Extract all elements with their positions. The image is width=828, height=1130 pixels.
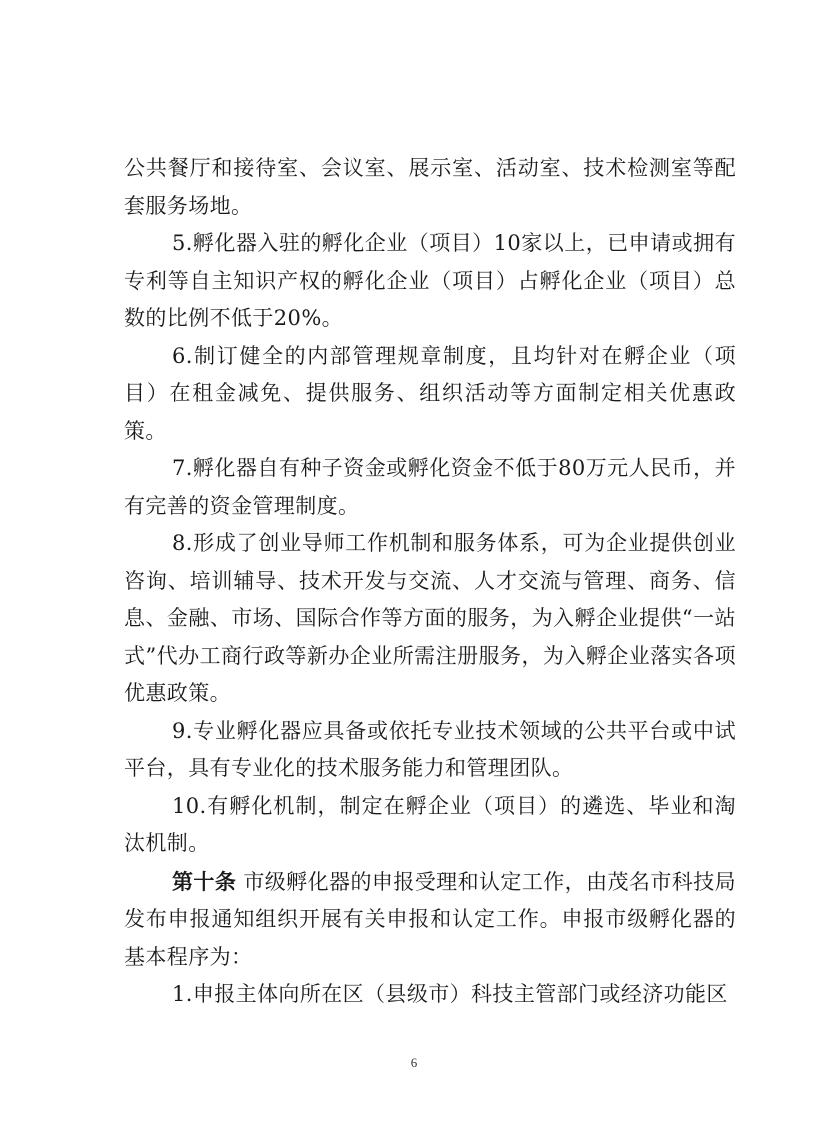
paragraph-article-10	[124, 863, 736, 977]
paragraph-item-7: 7.孵化器自有种子资金或孵化资金不低于80万元人民币，并有完善的资金管理制度。	[124, 456, 736, 518]
paragraph-item-9: 9.专业孵化器应具备或依托专业技术领域的公共平台或中试平台，具有专业化的技术服务能力和管理团队。	[124, 718, 736, 780]
paragraph-item-10: 10.有孵化机制，制定在孵企业（项目）的遴选、毕业和淘汰机制。	[124, 793, 736, 855]
paragraph-continuation: 公共餐厅和接待室、会议室、展示室、活动室、技术检测室等配套服务场地。	[124, 156, 736, 218]
paragraph-item-6: 6.制订健全的内部管理规章制度，且均针对在孵企业（项目）在租金减免、提供服务、组织活动等方面制定相关优惠政策。	[124, 343, 736, 443]
paragraph-item-8: 8.形成了创业导师工作机制和服务体系，可为企业提供创业咨询、培训辅导、技术开发与交流、人才交流与管理、商务、信息、金融、市场、国际合作等方面的服务，为入孵企业提供“一站式”代办工商行政等新办企业所需注册服务，为入孵企业落实各项优惠政策。	[124, 531, 736, 705]
document-body	[124, 150, 736, 1014]
article-heading: 第十条	[172, 868, 237, 894]
paragraph-item-5: 5.孵化器入驻的孵化企业（项目）10家以上，已申请或拥有专利等自主知识产权的孵化企业（项目）占孵化企业（项目）总数的比例不低于20%。	[124, 231, 736, 330]
paragraph-procedure-1: 1.申报主体向所在区（县级市）科技主管部门或经济功能区	[172, 982, 728, 1006]
article-text: 市级孵化器的申报受理和认定工作，由茂名市科技局发布申报通知组织开展有关申报和认定工作。申报市级孵化器的基本程序为：	[124, 869, 737, 969]
page-number: 6	[410, 1055, 418, 1070]
